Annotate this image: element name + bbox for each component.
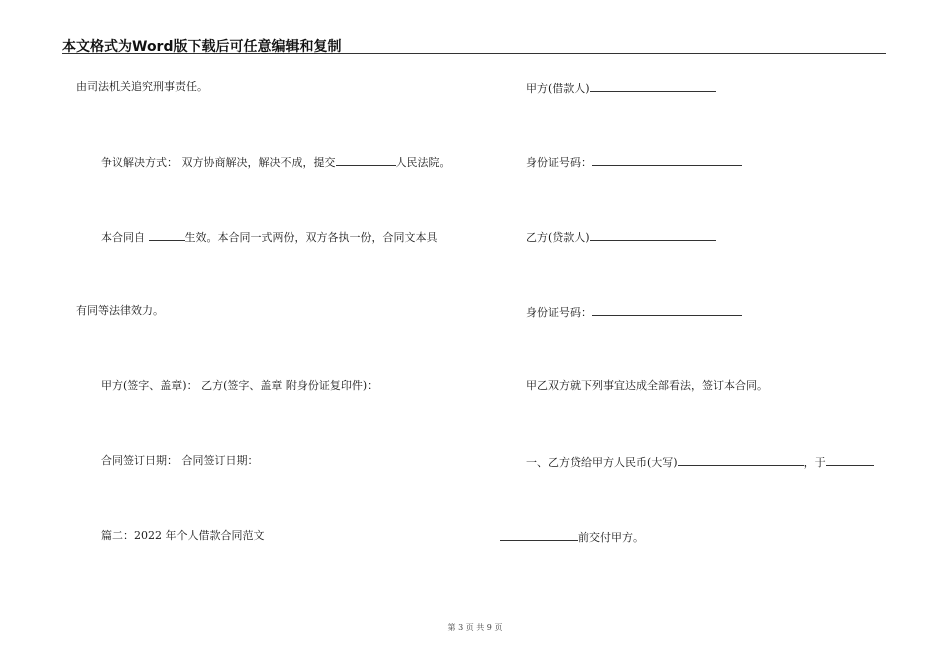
lender-label: 乙方(贷款人) — [526, 231, 590, 244]
right-line-3 — [526, 229, 716, 245]
right-line-2 — [526, 154, 742, 170]
effective-date-blank — [149, 229, 185, 241]
section-heading: 篇二：2022 年个人借款合同范文 — [101, 529, 265, 542]
left-line-5: 甲方(签字、盖章)： 乙方(签字、盖章 附身份证复印件)： — [101, 379, 379, 392]
court-suffix-text: 人民法院。 — [395, 156, 451, 169]
effective-suffix-text: 生效。本合同一式两份，双方各执一份，合同文本具 — [184, 231, 438, 244]
left-line-4: 有同等法律效力。 — [76, 304, 164, 317]
loan-date-blank — [826, 454, 874, 466]
lender-id-label: 身份证号码： — [526, 306, 592, 319]
delivery-date-blank — [500, 529, 578, 541]
document-header-title: 本文格式为Word版下载后可任意编辑和复制 — [62, 39, 342, 55]
right-line-7 — [500, 529, 644, 545]
right-line-5: 甲乙双方就下列事宜达成全部看法，签订本合同。 — [526, 379, 768, 392]
right-line-6 — [526, 454, 874, 470]
left-line-3 — [101, 229, 438, 245]
court-blank — [336, 154, 396, 166]
right-line-4 — [526, 304, 742, 320]
page-number: 第 3 页 共 9 页 — [447, 623, 503, 632]
left-line-2 — [101, 154, 451, 170]
dispute-resolution-text: 争议解决方式： 双方协商解决，解决不成，提交 — [101, 156, 336, 169]
loan-amount-label: 一、乙方贷给甲方人民币(大写) — [526, 456, 678, 469]
left-line-6: 合同签订日期： 合同签订日期： — [101, 454, 259, 467]
lender-blank — [590, 229, 716, 241]
right-line-1 — [526, 80, 716, 96]
loan-date-prefix: ，于 — [803, 456, 826, 469]
effective-prefix-text: 本合同自 — [101, 231, 149, 244]
borrower-label: 甲方(借款人) — [526, 82, 590, 95]
borrower-blank — [590, 80, 716, 92]
loan-amount-blank — [678, 454, 804, 466]
borrower-id-blank — [592, 154, 742, 166]
borrower-id-label: 身份证号码： — [526, 156, 592, 169]
left-line-1: 由司法机关追究刑事责任。 — [76, 80, 208, 93]
lender-id-blank — [592, 304, 742, 316]
header-divider — [62, 53, 886, 54]
delivery-text: 前交付甲方。 — [578, 531, 644, 544]
